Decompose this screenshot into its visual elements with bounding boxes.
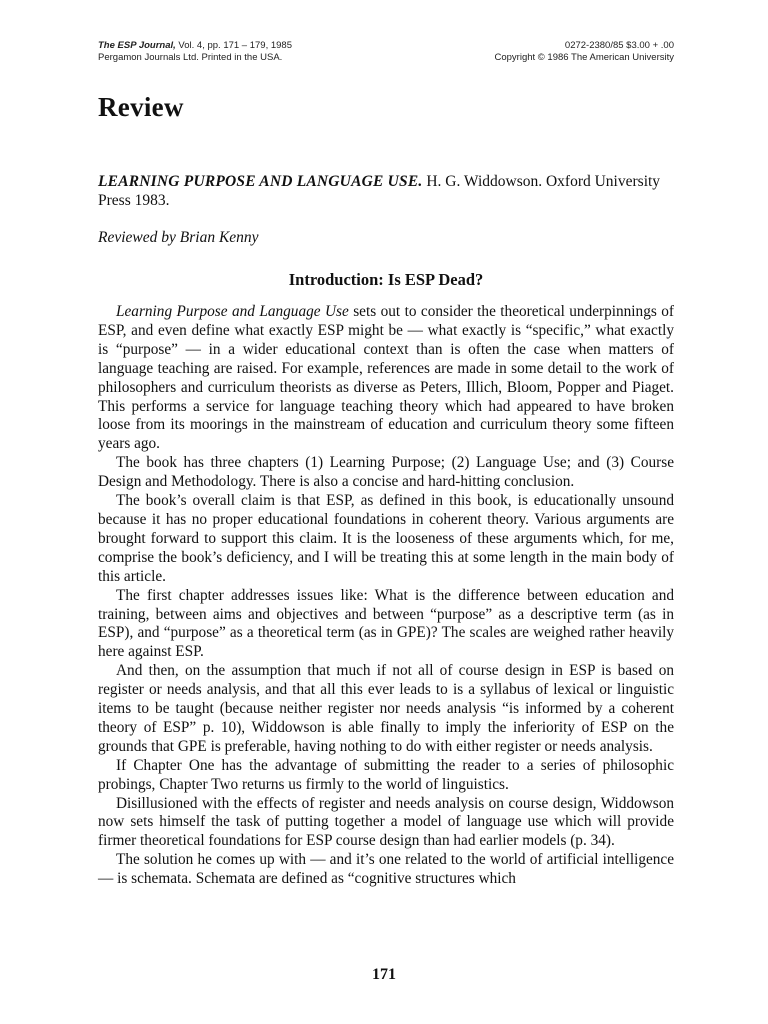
journal-details: Vol. 4, pp. 171 – 179, 1985 — [175, 40, 292, 51]
copyright-line: Copyright © 1986 The American University — [494, 52, 674, 63]
paragraph: Disillusioned with the effects of register and needs analysis on course design, Widdowson now sets himself the task of putting together a model of language use which will provide firmer theoretical foundations for ESP course design than had earlier models (p. 34). — [98, 794, 674, 850]
paragraph: Learning Purpose and Language Use sets out to consider the theoretical underpinnings of ESP, and even define what exactly ESP might be — what exactly is “specific,” what exactly is “purpose” — in a wider educational context than is often the case when matters of language teaching are raised. For example, references are made in some detail to the work of philosophers and curriculum theorists as diverse as Peters, Illich, Bloom, Popper and Piaget. This performs a service for language teaching theory which had appeared to have broken loose from its moorings in the mainstream of education and curriculum theory some fifteen years ago. — [98, 303, 674, 453]
book-title-inline: Learning Purpose and Language Use — [116, 303, 349, 320]
publisher-line: Pergamon Journals Ltd. Printed in the USA. — [98, 52, 283, 63]
paragraph: The solution he comes up with — and it’s one related to the world of artificial intelligence — is schemata. Schemata are defined as “cognitive structures which — [98, 851, 674, 888]
page-number: 171 — [372, 966, 396, 983]
paragraph: The book’s overall claim is that ESP, as defined in this book, is educationally unsound because it has no proper educational foundations in coherent theory. Various arguments are brought forward to support this claim. It is the looseness of these arguments which, for me, comprise the book’s deficiency, and I will be treating this at some length in the main body of this article. — [98, 492, 674, 585]
journal-info — [98, 40, 292, 64]
paragraph: And then, on the assumption that much if not all of course design in ESP is based on register or needs analysis, and that all this ever leads to is a syllabus of lexical or linguistic items to be taught (because neither register nor needs analysis “is informed by a coherent theory of ESP” p. 10), Widdowson is able finally to imply the inferiority of ESP on the grounds that GPE is preferable, having nothing to do with either register or needs analysis. — [98, 662, 674, 755]
paragraph: If Chapter One has the advantage of submitting the reader to a series of philosophic probings, Chapter Two returns us firmly to the world of linguistics. — [98, 756, 674, 793]
book-citation — [98, 172, 676, 210]
journal-name: The ESP Journal, — [98, 40, 176, 51]
paragraph: The first chapter addresses issues like: What is the difference between education and training, between aims and objectives and between “purpose” as a descriptive term (as in ESP), and “purpose” as a theoretical term (as in GPE)? The scales are weighed rather heavily here against ESP. — [98, 586, 674, 661]
article-body — [98, 303, 674, 889]
price-code: 0272-2380/85 $3.00 + .00 — [564, 40, 674, 51]
copyright-info — [495, 40, 675, 64]
reviewer-byline: Reviewed by Brian Kenny — [98, 229, 259, 246]
book-details: H. G. Widdowson. Oxford University Press 1983. — [98, 173, 661, 209]
running-header — [98, 40, 674, 64]
book-title: LEARNING PURPOSE AND LANGUAGE USE. — [98, 173, 423, 190]
section-heading: Introduction: Is ESP Dead? — [288, 270, 484, 289]
section-label: Review — [98, 92, 184, 122]
paragraph: The book has three chapters (1) Learning Purpose; (2) Language Use; and (3) Course Design and Methodology. There is also a concise and hard-hitting conclusion. — [98, 454, 674, 491]
